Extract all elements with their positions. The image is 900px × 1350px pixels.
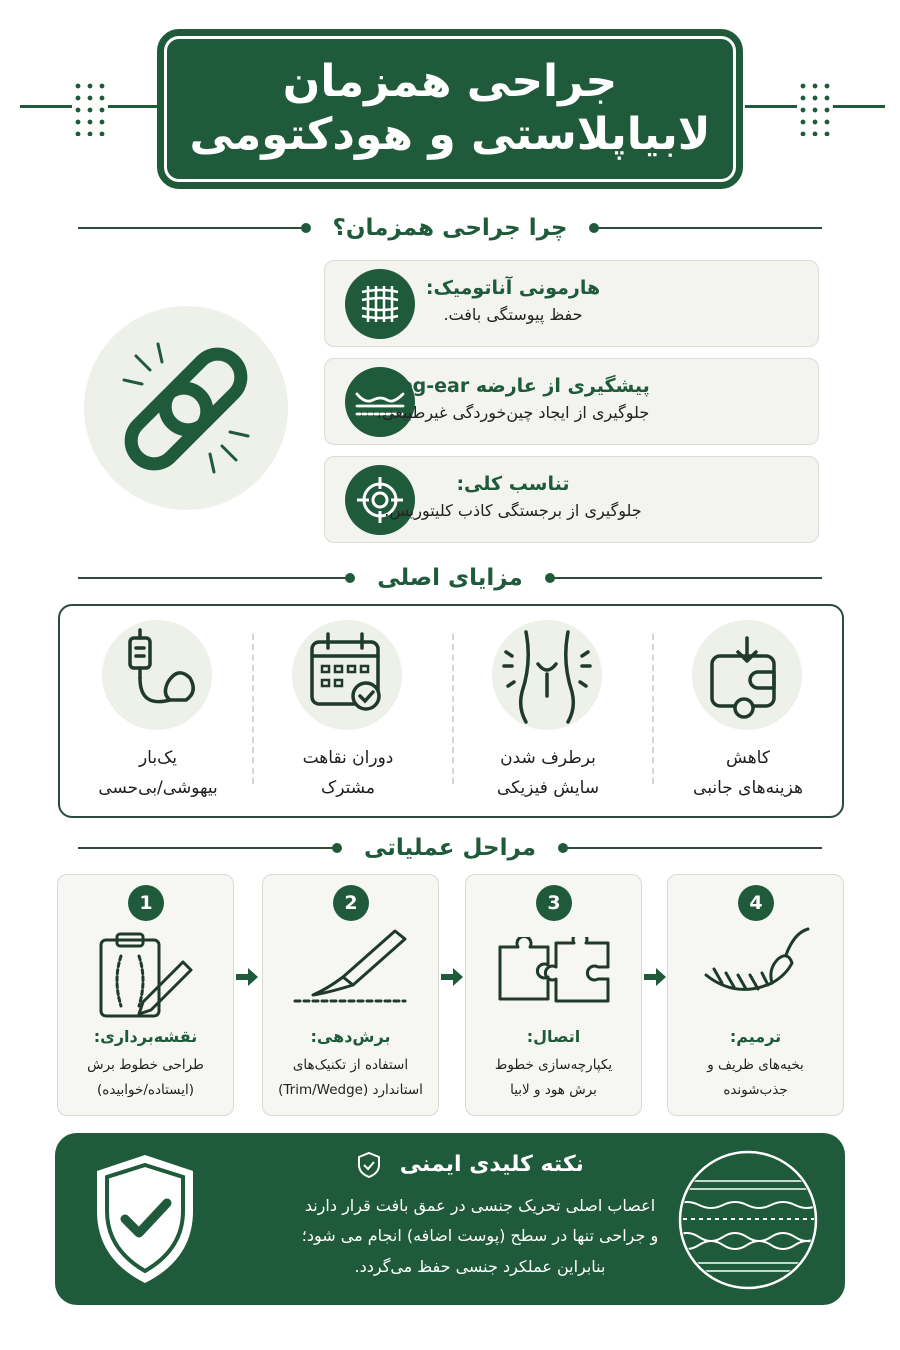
calendar-icon (292, 620, 402, 730)
step-number: 2 (333, 885, 369, 921)
iv-drip-icon (102, 620, 212, 730)
benefit-line2: بیهوشی/بی‌حسی (98, 777, 218, 798)
small-shield-icon (356, 1151, 382, 1179)
reason-title: تناسب کلی: (456, 473, 570, 495)
step-desc-line2: برش هود و لابیا (510, 1081, 597, 1098)
chain-illustration (84, 306, 288, 510)
safety-line2: و جراحی تنها در سطح (پوست اضافه) انجام می شود؛ (301, 1226, 659, 1246)
reason-desc: حفظ پیوستگی بافت. (443, 304, 583, 324)
header-decoration-left (20, 80, 160, 136)
benefit-item-cost (650, 620, 846, 810)
step-desc-line1: طراحی خطوط برش (87, 1057, 204, 1073)
safety-heading-text: نکته کلیدی ایمنی (399, 1152, 584, 1177)
reason-desc: جلوگیری از برجستگی کاذب کلیتوریس. (384, 500, 642, 520)
step-title: ترمیم: (729, 1027, 782, 1046)
clipboard-pencil-icon (93, 930, 201, 1020)
step-desc-line1: استفاده از تکنیک‌های (292, 1057, 409, 1073)
benefit-line1: کاهش (726, 748, 770, 768)
step-card-3 (465, 874, 642, 1116)
step-card-1 (57, 874, 234, 1116)
puzzle-icon (496, 937, 614, 1007)
arrow-right-icon (642, 966, 668, 988)
step-number: 1 (128, 885, 164, 921)
page-title-line2: لابیاپلاستی و هودکتومی (189, 109, 711, 160)
why-section-heading (78, 213, 822, 243)
benefit-item-recovery (250, 620, 446, 810)
safety-line1: اعصاب اصلی تحریک جنسی در عمق بافت قرار دارند (304, 1196, 656, 1215)
benefit-line1: برطرف شدن (500, 748, 596, 768)
arrow-right-icon (439, 966, 465, 988)
shield-check-icon (89, 1149, 201, 1289)
reason-card-proportion (324, 456, 819, 543)
page-title-line1: جراحی همزمان (282, 56, 618, 108)
reason-card-dog-ear (324, 358, 819, 445)
why-heading-text: چرا جراحی همزمان؟ (332, 215, 568, 241)
title-banner (157, 29, 743, 189)
benefit-line2: مشترک (321, 777, 375, 798)
steps-section-heading (78, 833, 822, 863)
benefit-line1: دوران نقاهت (302, 748, 394, 768)
step-desc-line2: استاندارد (Trim/Wedge) (278, 1081, 423, 1098)
step-title: اتصال: (526, 1027, 581, 1046)
wallet-icon (692, 620, 802, 730)
benefits-heading-text: مزایای اصلی (377, 565, 523, 591)
reason-title: هارمونی آناتومیک: (425, 277, 601, 299)
step-card-4 (667, 874, 844, 1116)
benefits-section-heading (78, 563, 822, 593)
reason-title: پیشگیری از عارضه Dog-ear: (376, 375, 650, 397)
chain-link-icon (84, 306, 288, 510)
safety-heading (305, 1151, 635, 1179)
benefit-item-friction (450, 620, 646, 810)
scalpel-icon (291, 925, 413, 1005)
step-desc-line2: جذب‌شونده (723, 1081, 788, 1098)
step-number: 3 (536, 885, 572, 921)
tissue-layers-icon (675, 1147, 821, 1293)
step-title: برش‌دهی: (310, 1027, 391, 1046)
step-number: 4 (738, 885, 774, 921)
step-title: نقشه‌برداری: (93, 1027, 198, 1046)
body-silhouette-icon (492, 620, 602, 730)
suture-icon (698, 925, 816, 1005)
benefits-panel (58, 604, 844, 818)
header-decoration-right (745, 80, 885, 136)
reason-desc: جلوگیری از ایجاد چین‌خوردگی غیرطبیعی. (376, 402, 650, 422)
safety-note-panel (55, 1133, 845, 1305)
benefit-item-anesthesia (60, 620, 256, 810)
safety-line3: بنابراین عملکرد جنسی حفظ می‌گردد. (354, 1256, 606, 1276)
step-card-2 (262, 874, 439, 1116)
reason-card-anatomic (324, 260, 819, 347)
step-desc-line2: (ایستاده/خوابیده) (97, 1081, 194, 1098)
benefit-line2: هزینه‌های جانبی (693, 777, 803, 798)
steps-heading-text: مراحل عملیاتی (364, 835, 536, 861)
step-desc-line1: یکپارچه‌سازی خطوط (494, 1057, 613, 1073)
benefit-line2: سایش فیزیکی (496, 777, 600, 798)
benefit-line1: یک‌بار (138, 748, 178, 768)
arrow-right-icon (234, 966, 260, 988)
step-desc-line1: بخیه‌های ظریف و (707, 1057, 804, 1073)
